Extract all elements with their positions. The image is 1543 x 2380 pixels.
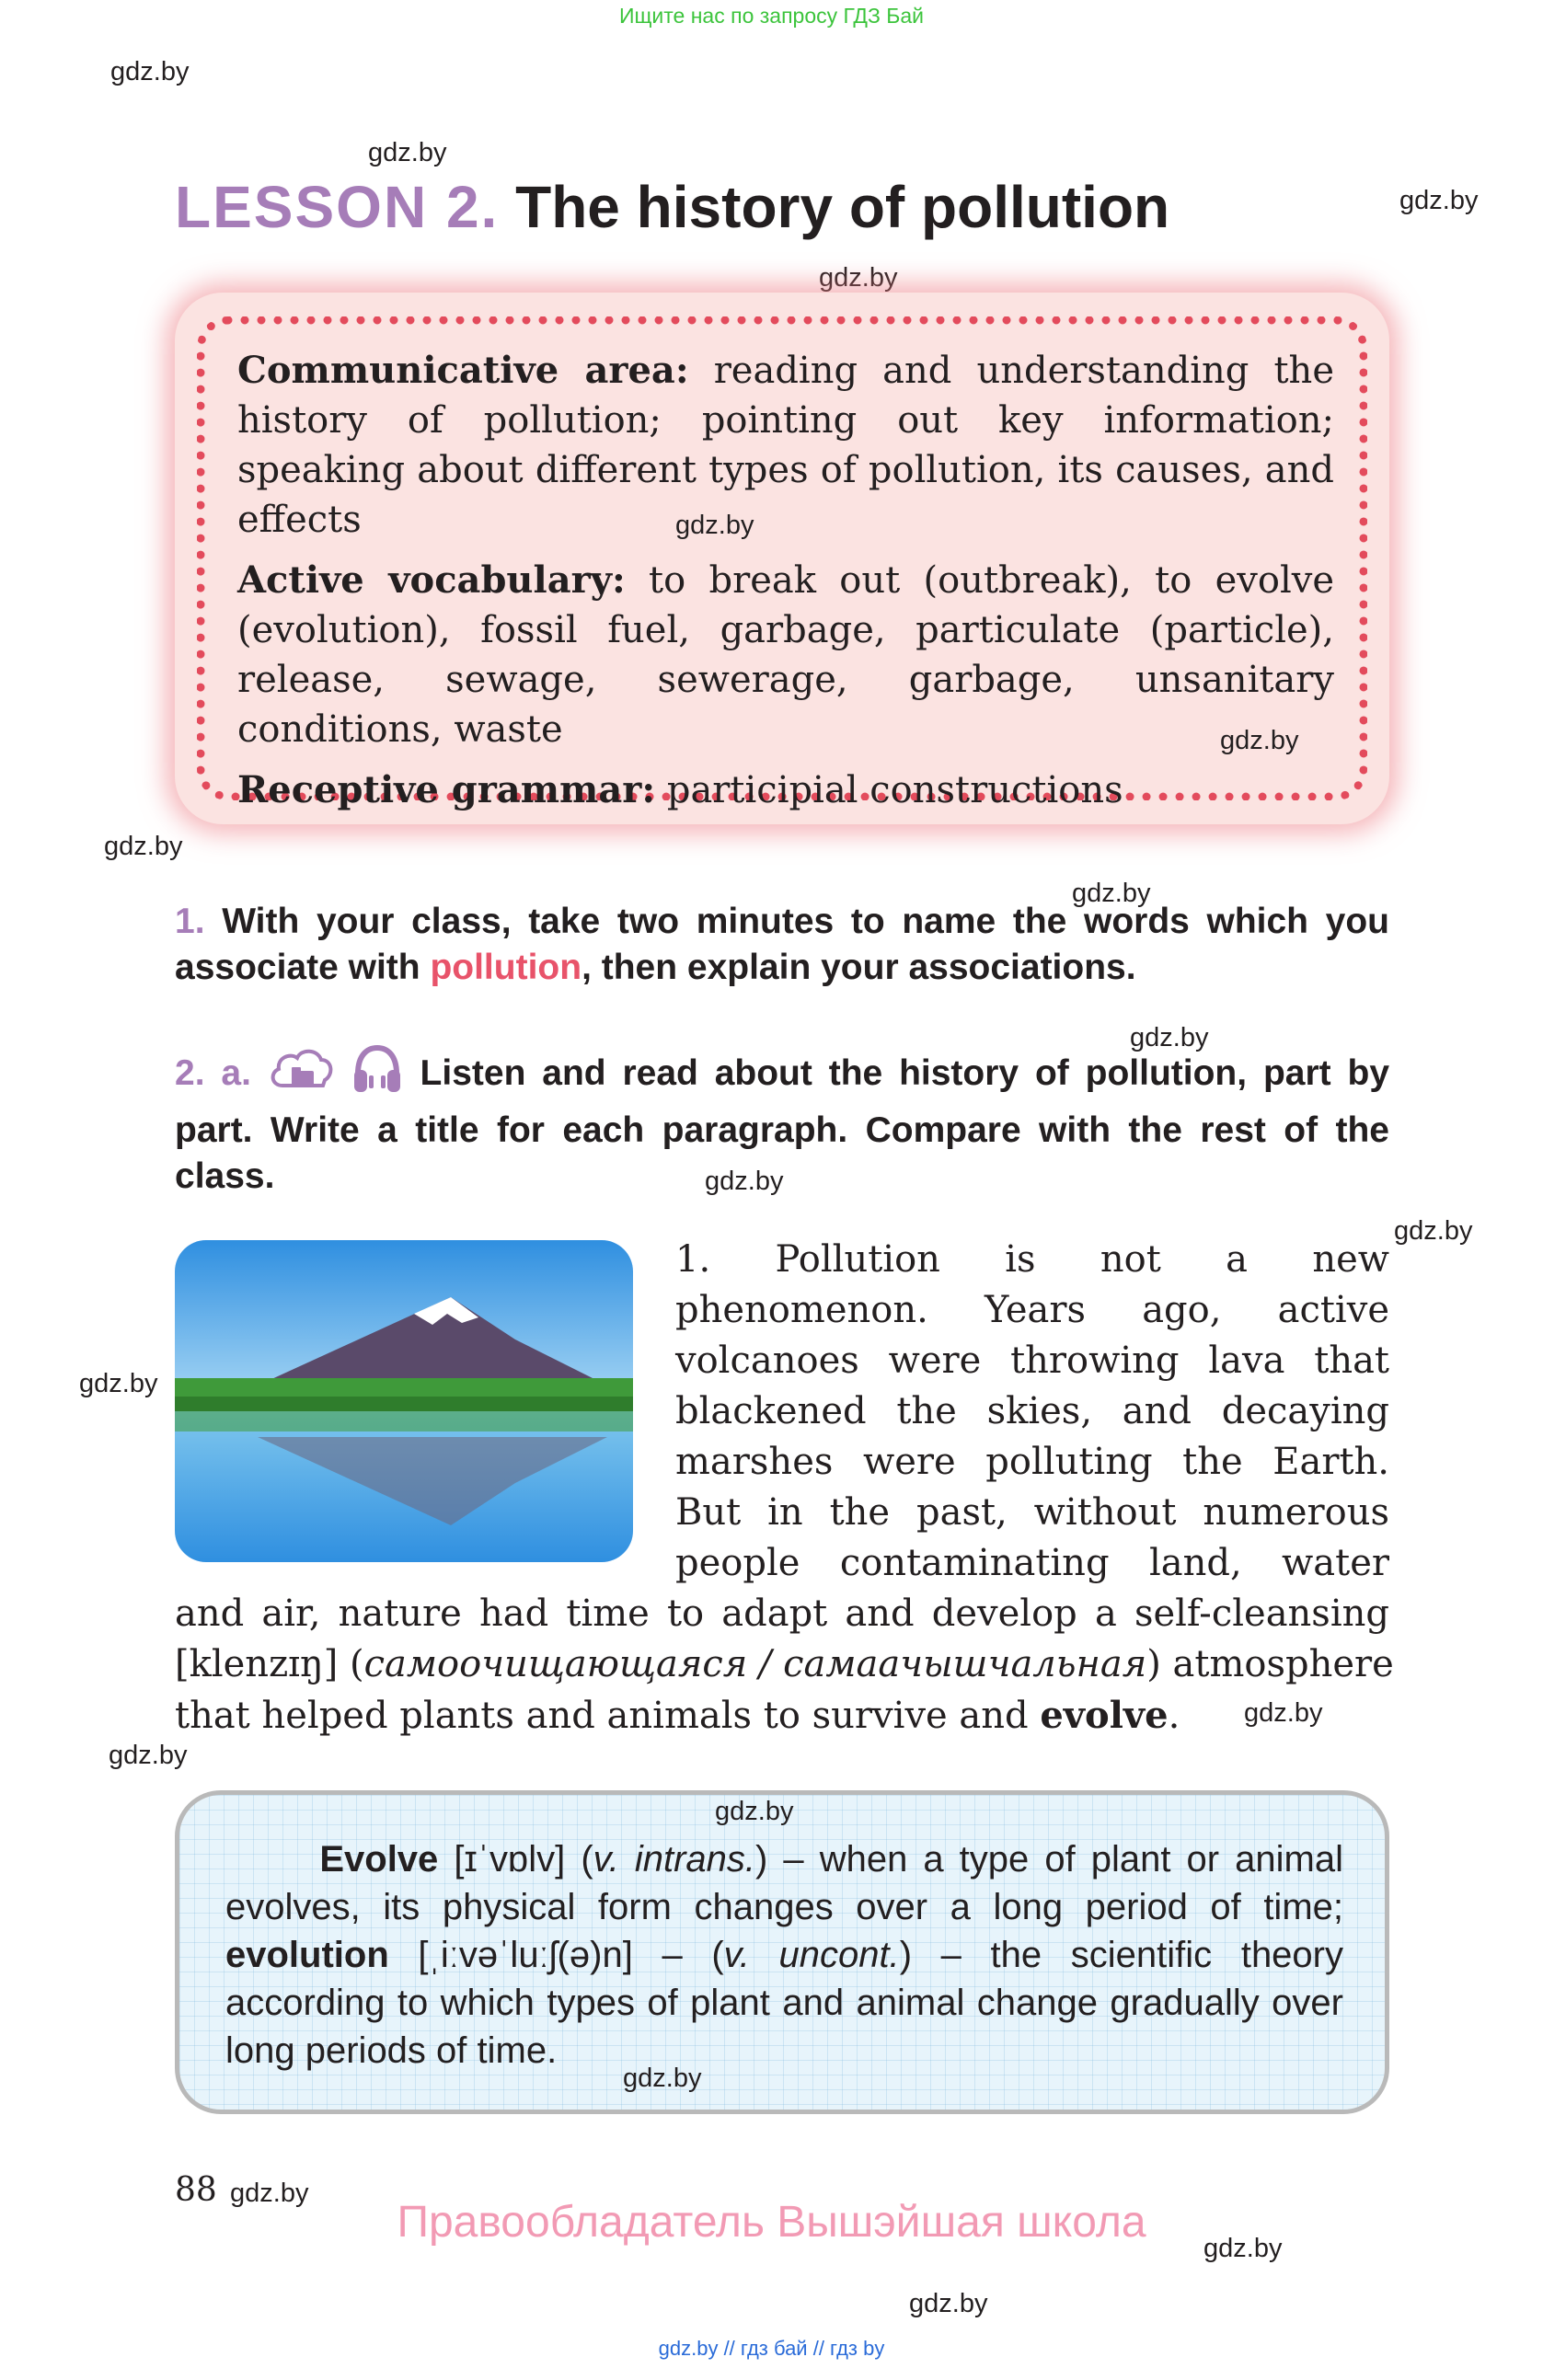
- task-text-end: , then explain your associations.: [582, 948, 1136, 987]
- headphones-icon[interactable]: [351, 1042, 404, 1108]
- watermark: gdz.by: [79, 1369, 158, 1398]
- text-line: volcanoes were throwing lava that: [675, 1339, 1389, 1382]
- page-number: 88: [175, 2171, 217, 2209]
- text-line: marshes were polluting the Earth.: [675, 1441, 1389, 1483]
- grammar-text: participial constructions: [666, 769, 1123, 811]
- reading-paragraph-full: [175, 1589, 1394, 1741]
- vocabulary-label: Active vocabulary:: [237, 558, 626, 602]
- watermark: gdz.by: [675, 511, 754, 540]
- watermark: gdz.by: [1244, 1698, 1323, 1728]
- part-of-speech: v. intrans.: [593, 1839, 756, 1880]
- task-number: 1.: [175, 902, 205, 941]
- communicative-area: [237, 346, 1334, 545]
- task-highlight: pollution: [430, 948, 582, 987]
- watermark: gdz.by: [1203, 2234, 1283, 2263]
- pronunciation: [ɪˈvɒlv] (: [438, 1839, 593, 1880]
- lesson-title: The history of pollution: [515, 174, 1170, 240]
- task-2: [175, 1042, 1389, 1200]
- text-fragment: ) atmosphere: [1146, 1643, 1394, 1685]
- text-line: blackened the skies, and decaying: [675, 1390, 1389, 1432]
- text-line: [175, 1639, 1394, 1690]
- watermark: gdz.by: [909, 2289, 988, 2318]
- active-vocabulary: [237, 556, 1334, 754]
- watermark: gdz.by: [104, 832, 183, 861]
- vocabulary-text: to break out (outbreak), to evolve (evolution), fossil fuel, garbage, particulate (particle), release, sewage, sewerage, garbage, unsanitary conditions, waste: [237, 559, 1335, 751]
- watermark: gdz.by: [1220, 726, 1299, 755]
- footer-note[interactable]: gdz.by // гдз бай // гдз by: [658, 2337, 885, 2360]
- reading-paragraph-side: [675, 1235, 1389, 1589]
- watermark: gdz.by: [368, 138, 447, 167]
- task-text: With your class, take two minutes to name the words which you associate with: [175, 902, 1389, 987]
- text-line: 1. Pollution is not a new: [675, 1238, 1389, 1281]
- headword: evolution: [225, 1935, 389, 1975]
- watermark: gdz.by: [1399, 186, 1479, 215]
- text-line: [175, 1690, 1389, 1741]
- receptive-grammar: [237, 765, 1334, 815]
- definition: ) – the scientific theory according to which types of plant and animal change gradually over long periods of time.: [225, 1935, 1343, 2071]
- task-1: [175, 899, 1389, 991]
- key-word: evolve: [1040, 1694, 1169, 1737]
- text-fragment: .: [1168, 1695, 1180, 1737]
- vocabulary-definition: [225, 1835, 1343, 2075]
- watermark: gdz.by: [623, 2064, 702, 2093]
- text-fragment: that helped plants and animals to survive and: [175, 1695, 1041, 1737]
- objectives-text: [237, 346, 1334, 826]
- task-number: 2. a.: [175, 1052, 251, 1093]
- copyright-notice: Правообладатель Вышэйшая школа: [397, 2198, 1146, 2247]
- watermark: gdz.by: [1130, 1023, 1209, 1052]
- watermark: gdz.by: [230, 2179, 309, 2208]
- task-text: Listen and read about the history of pollution, part by part. Write a title for each paragraph. Compare with the rest of the class.: [175, 1052, 1390, 1196]
- page-title: [175, 173, 1169, 241]
- watermark: gdz.by: [110, 57, 190, 86]
- text-line: phenomenon. Years ago, active: [675, 1289, 1389, 1331]
- watermark: gdz.by: [705, 1167, 784, 1196]
- communicative-text: reading and understanding the history of pollution; pointing out key information; speaking about different types of pollution, its causes, and effects: [237, 350, 1334, 541]
- text-line: people contaminating land, water: [675, 1542, 1389, 1584]
- lesson-objectives-box: [175, 293, 1389, 824]
- watermark: gdz.by: [715, 1797, 794, 1826]
- definition: ) – when a type of plant or animal evolves, its physical form changes over a long period of time;: [225, 1839, 1343, 1927]
- vocabulary-box: [175, 1790, 1389, 2114]
- watermark: gdz.by: [1394, 1216, 1473, 1246]
- lesson-number: LESSON 2.: [175, 174, 500, 240]
- mountain-lake-photo: [175, 1240, 633, 1562]
- grammar-label: Receptive grammar:: [237, 768, 656, 811]
- communicative-label: Communicative area:: [237, 349, 689, 392]
- translation: самоочищающаяся / самаачышчальная: [363, 1643, 1147, 1685]
- header-note: Ищите нас по запросу ГДЗ Бай: [618, 4, 925, 28]
- part-of-speech: v. uncont.: [723, 1935, 900, 1975]
- cloud-folder-icon[interactable]: [268, 1043, 334, 1107]
- transcription: [klenzɪŋ] (: [175, 1643, 364, 1685]
- text-line: But in the past, without numerous: [675, 1491, 1389, 1534]
- watermark: gdz.by: [1072, 879, 1151, 908]
- watermark: gdz.by: [109, 1741, 188, 1770]
- text-line: and air, nature had time to adapt and develop a self-cleansing: [175, 1592, 1389, 1635]
- headword: Evolve: [319, 1839, 439, 1880]
- watermark: gdz.by: [819, 263, 898, 293]
- pronunciation: [ˌiːvəˈluːʃ(ə)n] – (: [388, 1935, 724, 1975]
